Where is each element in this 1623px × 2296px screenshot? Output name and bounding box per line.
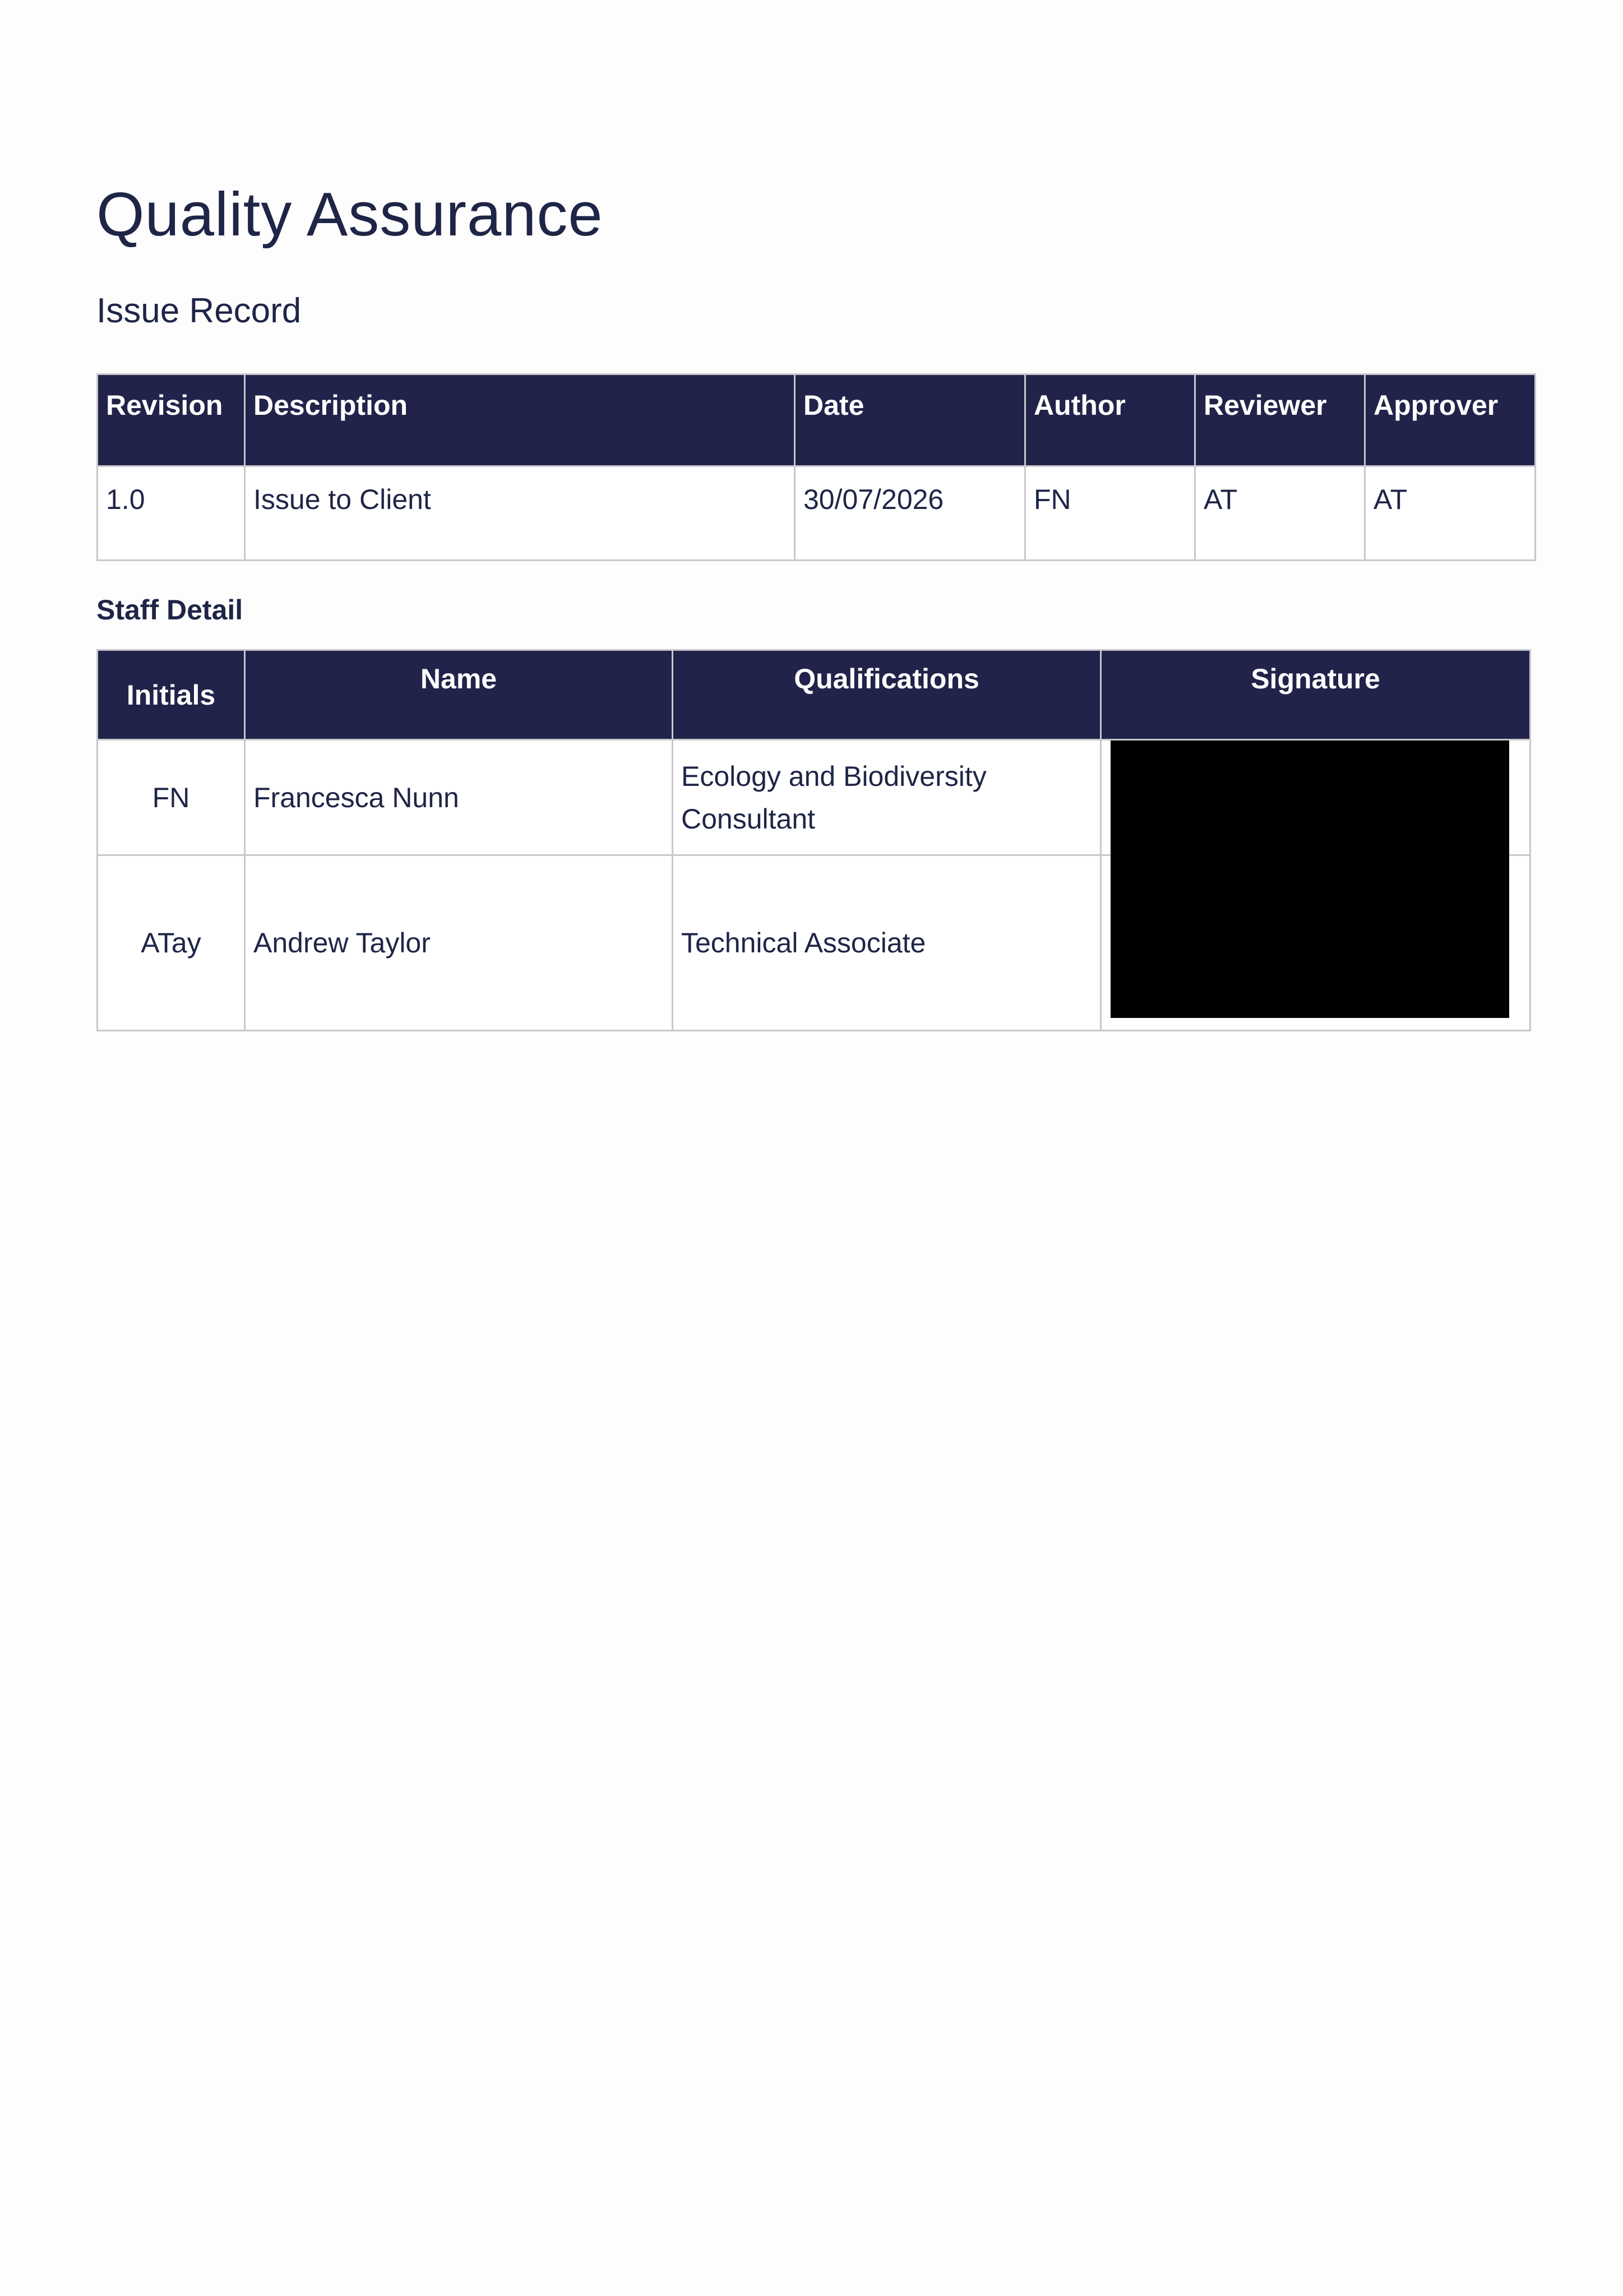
qualifications-cell: Technical Associate xyxy=(673,855,1101,1031)
issue-record-header-row xyxy=(98,374,1536,466)
issue-record-heading: Issue Record xyxy=(96,291,302,330)
column-header-description: Description xyxy=(245,374,795,466)
staff-detail-header-row xyxy=(98,650,1530,740)
column-header-qualifications: Qualifications xyxy=(673,650,1101,740)
column-header-date: Date xyxy=(795,374,1025,466)
revision-cell: 1.0 xyxy=(98,466,245,561)
date-cell: 30/07/2026 xyxy=(795,466,1025,561)
column-header-signature: Signature xyxy=(1101,650,1530,740)
signature-redaction-block xyxy=(1111,740,1509,1018)
column-header-revision: Revision xyxy=(98,374,245,466)
initials-cell: ATay xyxy=(98,855,245,1031)
author-cell: FN xyxy=(1025,466,1195,561)
page-title: Quality Assurance xyxy=(96,180,603,249)
table-row xyxy=(98,466,1536,561)
initials-cell: FN xyxy=(98,740,245,855)
column-header-author: Author xyxy=(1025,374,1195,466)
column-header-approver: Approver xyxy=(1365,374,1536,466)
column-header-name: Name xyxy=(245,650,673,740)
issue-record-table xyxy=(96,373,1536,561)
qualifications-cell: Ecology and Biodiversity Consultant xyxy=(673,740,1101,855)
column-header-initials: Initials xyxy=(98,650,245,740)
name-cell: Francesca Nunn xyxy=(245,740,673,855)
name-cell: Andrew Taylor xyxy=(245,855,673,1031)
approver-cell: AT xyxy=(1365,466,1536,561)
column-header-reviewer: Reviewer xyxy=(1195,374,1365,466)
staff-detail-heading: Staff Detail xyxy=(96,594,243,626)
reviewer-cell: AT xyxy=(1195,466,1365,561)
description-cell: Issue to Client xyxy=(245,466,795,561)
